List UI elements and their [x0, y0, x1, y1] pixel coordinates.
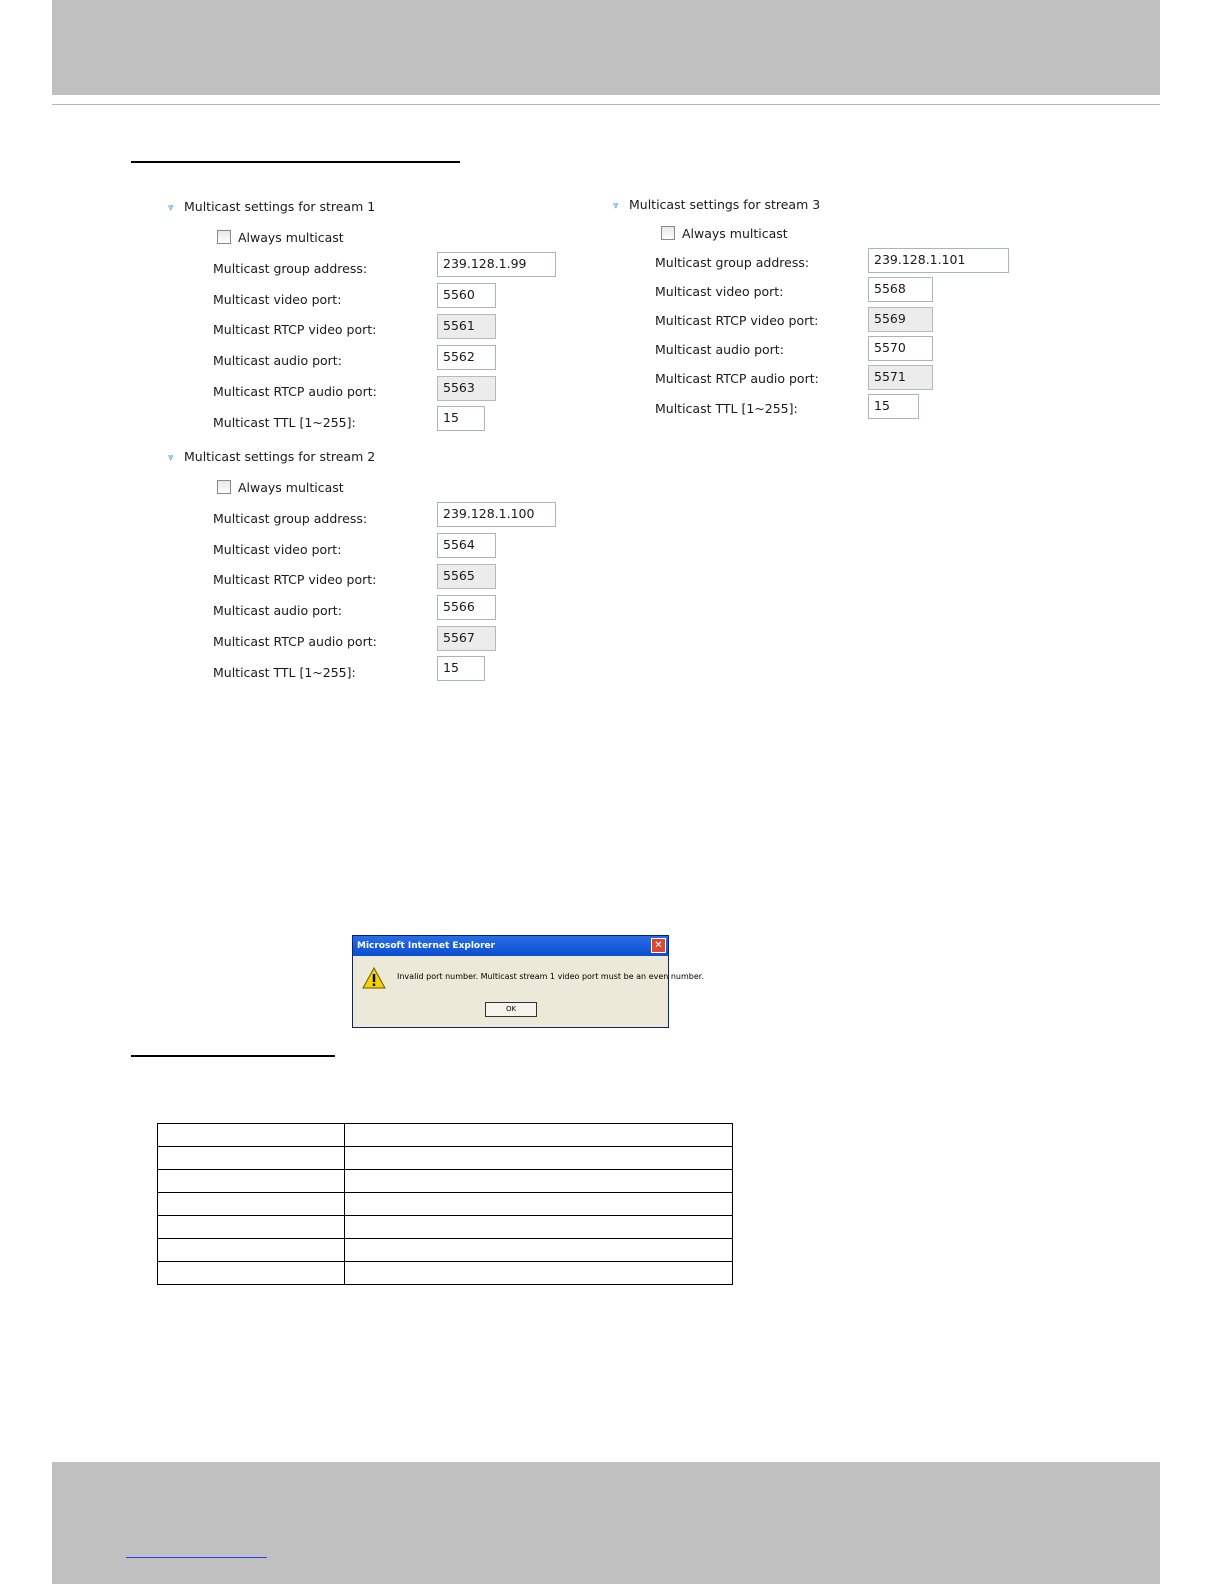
- rtcp-video-port-field: 5561: [437, 314, 496, 339]
- ttl-input[interactable]: 15: [868, 394, 919, 419]
- table-cell: [158, 1170, 345, 1193]
- chevron-down-icon: ⩔: [613, 200, 619, 211]
- audio-port-label: Multicast audio port:: [213, 353, 342, 368]
- table-cell: [345, 1239, 733, 1262]
- section-heading-underline: [131, 161, 460, 163]
- table-row: [158, 1262, 733, 1285]
- stream-heading[interactable]: [613, 197, 820, 212]
- header-divider: [52, 104, 1160, 105]
- video-port-label: Multicast video port:: [213, 542, 342, 557]
- ttl-label: Multicast TTL [1~255]:: [213, 415, 356, 430]
- header-band: [52, 0, 1160, 95]
- audio-port-input[interactable]: 5562: [437, 345, 496, 370]
- table-cell: [158, 1147, 345, 1170]
- video-port-input[interactable]: 5568: [868, 277, 933, 302]
- table-cell: [345, 1216, 733, 1239]
- parameter-table: [157, 1123, 733, 1285]
- table-row: [158, 1239, 733, 1262]
- dialog-titlebar[interactable]: [353, 936, 668, 956]
- video-port-label: Multicast video port:: [213, 292, 342, 307]
- always-multicast-row: [217, 230, 344, 245]
- ttl-input[interactable]: 15: [437, 406, 485, 431]
- table-cell: [345, 1124, 733, 1147]
- table-cell: [345, 1147, 733, 1170]
- warning-icon: [362, 967, 386, 989]
- rtcp-video-port-label: Multicast RTCP video port:: [213, 572, 377, 587]
- always-multicast-checkbox[interactable]: [661, 226, 675, 240]
- rtcp-audio-port-field: 5563: [437, 376, 496, 401]
- footer-band: [52, 1462, 1160, 1584]
- table-cell: [345, 1193, 733, 1216]
- table-cell: [158, 1124, 345, 1147]
- table-row: [158, 1216, 733, 1239]
- rtcp-video-port-label: Multicast RTCP video port:: [213, 322, 377, 337]
- chevron-down-icon: ⩔: [168, 202, 174, 213]
- ok-button[interactable]: OK: [485, 1002, 537, 1017]
- audio-port-label: Multicast audio port:: [655, 342, 784, 357]
- rtcp-audio-port-field: 5571: [868, 365, 933, 390]
- always-multicast-checkbox[interactable]: [217, 480, 231, 494]
- stream-heading-label: Multicast settings for stream 1: [184, 199, 376, 214]
- audio-port-input[interactable]: 5566: [437, 595, 496, 620]
- group-address-input[interactable]: 239.128.1.101: [868, 248, 1009, 273]
- always-multicast-checkbox[interactable]: [217, 230, 231, 244]
- rtcp-video-port-field: 5565: [437, 564, 496, 589]
- rtcp-audio-port-field: 5567: [437, 626, 496, 651]
- group-address-label: Multicast group address:: [213, 261, 368, 276]
- close-icon[interactable]: ✕: [651, 938, 666, 953]
- rtcp-audio-port-label: Multicast RTCP audio port:: [655, 371, 819, 386]
- always-multicast-label: Always multicast: [238, 230, 344, 245]
- dialog-title: Microsoft Internet Explorer: [357, 941, 496, 951]
- always-multicast-label: Always multicast: [682, 226, 788, 241]
- always-multicast-row: [661, 226, 788, 241]
- table-row: [158, 1170, 733, 1193]
- table-cell: [158, 1239, 345, 1262]
- stream-heading[interactable]: [168, 199, 375, 214]
- table-cell: [345, 1170, 733, 1193]
- table-row: [158, 1147, 733, 1170]
- rtcp-audio-port-label: Multicast RTCP audio port:: [213, 384, 377, 399]
- stream-heading[interactable]: [168, 449, 375, 464]
- rtcp-video-port-label: Multicast RTCP video port:: [655, 313, 819, 328]
- table-cell: [158, 1216, 345, 1239]
- stream-heading-label: Multicast settings for stream 3: [629, 197, 821, 212]
- always-multicast-row: [217, 480, 344, 495]
- footer-link-underline[interactable]: [126, 1557, 267, 1558]
- always-multicast-label: Always multicast: [238, 480, 344, 495]
- ttl-label: Multicast TTL [1~255]:: [655, 401, 798, 416]
- rtcp-video-port-field: 5569: [868, 307, 933, 332]
- chevron-down-icon: ⩔: [168, 452, 174, 463]
- video-port-input[interactable]: 5560: [437, 283, 496, 308]
- group-address-label: Multicast group address:: [655, 255, 810, 270]
- group-address-label: Multicast group address:: [213, 511, 368, 526]
- table-row: [158, 1193, 733, 1216]
- section-heading-underline-2: [131, 1055, 335, 1057]
- stream-heading-label: Multicast settings for stream 2: [184, 449, 376, 464]
- error-dialog: [352, 935, 704, 1028]
- group-address-input[interactable]: 239.128.1.99: [437, 252, 556, 277]
- video-port-label: Multicast video port:: [655, 284, 784, 299]
- audio-port-input[interactable]: 5570: [868, 336, 933, 361]
- ttl-label: Multicast TTL [1~255]:: [213, 665, 356, 680]
- dialog-message: Invalid port number. Multicast stream 1 video port must be an even number.: [397, 972, 704, 981]
- table-cell: [158, 1193, 345, 1216]
- group-address-input[interactable]: 239.128.1.100: [437, 502, 556, 527]
- table-row: [158, 1124, 733, 1147]
- ttl-input[interactable]: 15: [437, 656, 485, 681]
- table-cell: [345, 1262, 733, 1285]
- audio-port-label: Multicast audio port:: [213, 603, 342, 618]
- video-port-input[interactable]: 5564: [437, 533, 496, 558]
- table-cell: [158, 1262, 345, 1285]
- rtcp-audio-port-label: Multicast RTCP audio port:: [213, 634, 377, 649]
